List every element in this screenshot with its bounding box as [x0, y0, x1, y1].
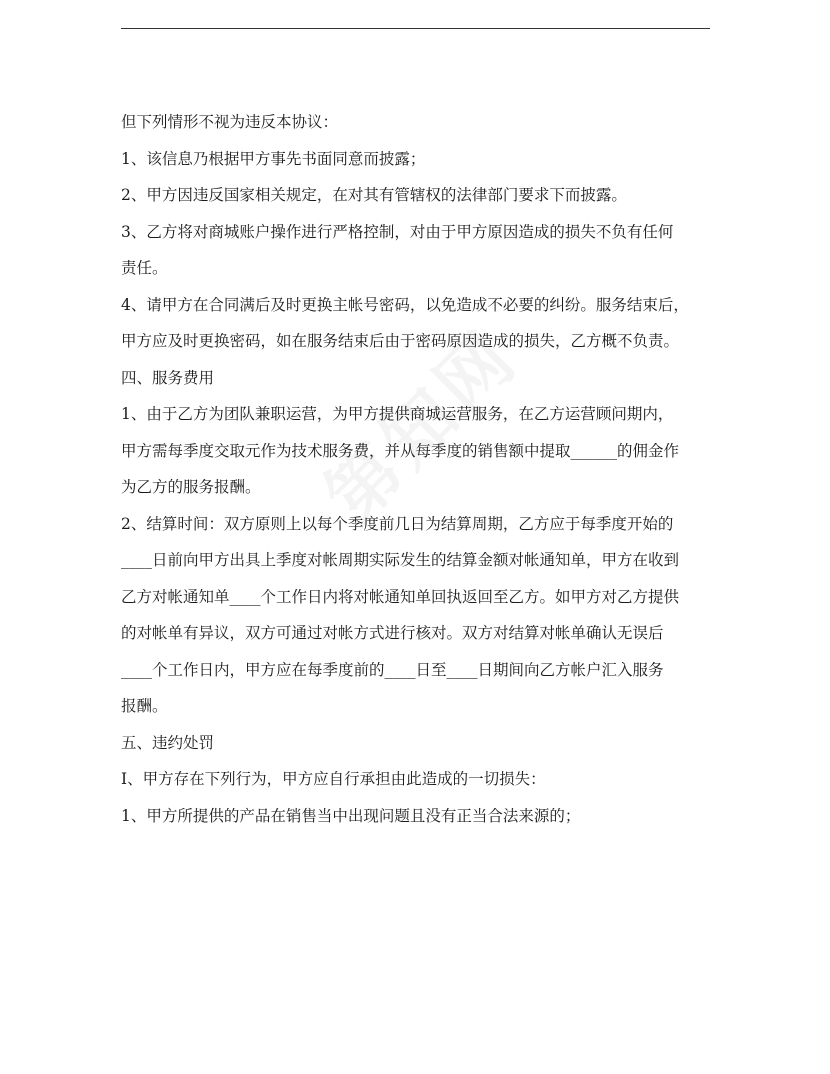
paragraph-line: 1、由于乙方为团队兼职运营，为甲方提供商城运营服务，在乙方运营顾问期内，: [121, 405, 674, 423]
header-rule: [121, 28, 710, 29]
paragraph-line: 乙方对帐通知单____个工作日内将对帐通知单回执返回至乙方。如甲方对乙方提供: [121, 587, 680, 606]
paragraph-line: 1、该信息乃根据甲方事先书面同意而披露；: [121, 149, 426, 168]
paragraph-line: 2、结算时间：双方原则上以每个季度前几日为结算周期，乙方应于每季度开始的: [121, 514, 674, 533]
section-heading: 四、服务费用: [121, 368, 215, 387]
paragraph-line: ____日前向甲方出具上季度对帐周期实际发生的结算金额对帐通知单，甲方在收到: [121, 551, 680, 569]
paragraph-line: ____个工作日内，甲方应在每季度前的____日至____日期间向乙方帐户汇入服务: [121, 660, 664, 679]
paragraph-line: 的对帐单有异议，双方可通过对帐方式进行核对。双方对结算对帐单确认无误后: [121, 624, 664, 642]
paragraph-line: 责任。: [121, 259, 168, 277]
paragraph-line: 1、甲方所提供的产品在销售当中出现问题且没有正当合法来源的；: [121, 806, 581, 825]
paragraph-line: 甲方应及时更换密码，如在服务结束后由于密码原因造成的损失，乙方概不负责。: [121, 332, 680, 350]
paragraph-line: 2、甲方因违反国家相关规定，在对其有管辖权的法律部门要求下而披露。: [121, 186, 627, 204]
section-heading: 五、违约处罚: [121, 733, 215, 752]
paragraph-line: 为乙方的服务报酬。: [121, 478, 261, 496]
paragraph-line: I、甲方存在下列行为，甲方应自行承担由此造成的一切损失：: [121, 770, 546, 788]
document-body: [121, 104, 721, 834]
paragraph-line: 报酬。: [121, 697, 168, 715]
paragraph-line: 但下列情形不视为违反本协议：: [121, 113, 339, 131]
paragraph-line: 甲方需每季度交取元作为技术服务费，并从每季度的销售额中提取______的佣金作: [121, 441, 680, 460]
paragraph-line: 4、请甲方在合同满后及时更换主帐号密码，以免造成不必要的纠纷。服务结束后，: [121, 295, 689, 314]
paragraph-line: 3、乙方将对商城账户操作进行严格控制，对由于甲方原因造成的损失不负有任何: [121, 222, 674, 241]
